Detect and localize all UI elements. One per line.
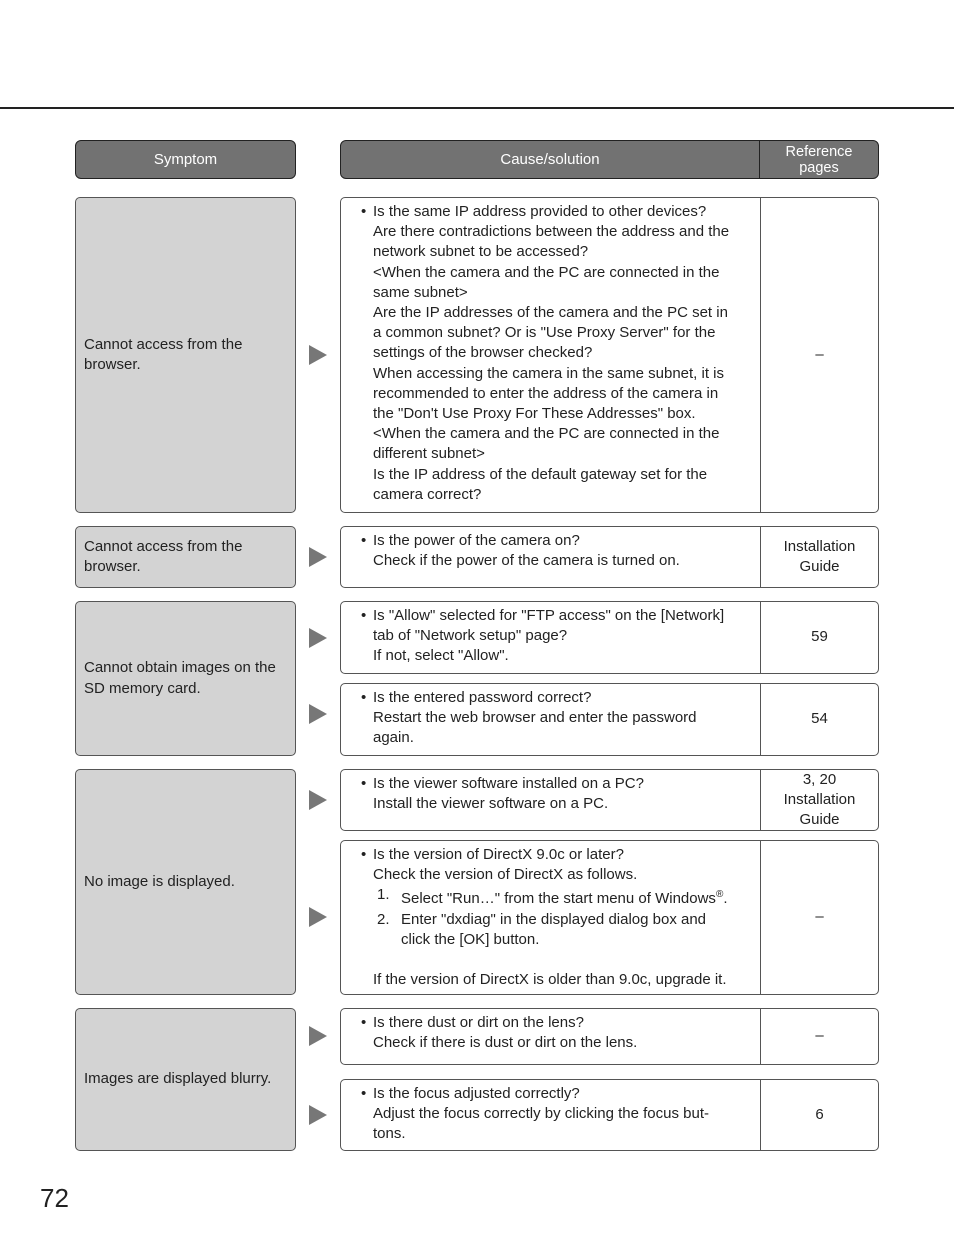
cause-cell — [340, 769, 879, 831]
header-reference-line1: Reference — [785, 143, 853, 160]
cause-cell — [340, 683, 879, 756]
reference-text: Installation — [783, 790, 856, 808]
cause-text — [341, 770, 761, 830]
arrow-icon — [309, 628, 327, 648]
arrow-icon — [309, 1105, 327, 1125]
bullet: • — [361, 1014, 367, 1031]
symptom-text: Cannot obtain images on the SD memory card. — [84, 659, 276, 697]
cause-line: Are the IP addresses of the camera and the PC set in — [373, 304, 728, 322]
symptom-cell — [75, 1008, 296, 1151]
step-number: 2. — [377, 910, 390, 928]
cause-text — [341, 1080, 761, 1150]
cause-cell — [340, 197, 879, 513]
cause-line: Are there contradictions between the address and the — [373, 223, 730, 241]
cause-line: Check if there is dust or dirt on the lens. — [373, 1034, 638, 1052]
step-text-main: Select "Run…" from the start menu of Windows — [401, 890, 716, 908]
cause-text — [341, 841, 761, 994]
cause-text — [341, 527, 761, 587]
cause-line: When accessing the camera in the same subnet, it is — [373, 364, 725, 382]
arrow-icon — [309, 1026, 327, 1046]
cause-cell — [340, 601, 879, 674]
cause-cell — [340, 1008, 879, 1065]
reference-text: 59 — [811, 628, 828, 646]
cause-line: Is "Allow" selected for "FTP access" on the [Network] — [373, 607, 725, 624]
header-cause-label: Cause/solution — [341, 141, 760, 178]
arrow-icon — [309, 547, 327, 567]
cause-line: tab of "Network setup" page? — [373, 627, 568, 645]
cause-text — [341, 1009, 761, 1064]
reference-cell — [761, 770, 878, 830]
cause-line: different subnet> — [373, 445, 485, 463]
bullet: • — [361, 775, 367, 792]
bullet: • — [361, 846, 367, 863]
cause-line: network subnet to be accessed? — [373, 243, 589, 261]
step-number: 1. — [377, 886, 390, 904]
cause-line: a common subnet? Or is "Use Proxy Server" for the — [373, 324, 716, 342]
cause-line: If not, select "Allow". — [373, 647, 509, 665]
header-symptom: Symptom — [75, 140, 296, 179]
reference-text: 54 — [811, 710, 828, 728]
cause-line: the "Don't Use Proxy For These Addresses" box. — [373, 405, 696, 423]
reference-text: 3, 20 — [802, 770, 837, 788]
reference-text: – — [815, 345, 824, 363]
cause-line: <When the camera and the PC are connected in the — [373, 263, 720, 281]
cause-line: Adjust the focus correctly by clicking the focus but- — [373, 1105, 709, 1123]
registered-mark: ® — [715, 889, 724, 901]
bullet: • — [361, 607, 367, 624]
cause-cell — [340, 840, 879, 995]
bullet: • — [361, 689, 367, 706]
cause-text — [341, 684, 761, 755]
arrow-icon — [309, 345, 327, 365]
reference-cell — [761, 1080, 878, 1150]
cause-line: Check the version of DirectX as follows. — [373, 866, 638, 884]
page-number: 72 — [40, 1183, 69, 1213]
cause-line: Is the power of the camera on? — [373, 532, 580, 549]
reference-text: 6 — [815, 1105, 824, 1123]
cause-line: Is the same IP address provided to other devices? — [373, 203, 707, 220]
symptom-cell — [75, 769, 296, 995]
top-rule — [0, 107, 954, 109]
reference-cell — [761, 602, 878, 673]
cause-line: Is the viewer software installed on a PC? — [373, 775, 644, 792]
arrow-icon — [309, 907, 327, 927]
cause-line: settings of the browser checked? — [373, 344, 593, 362]
reference-text: Installation — [783, 537, 856, 555]
cause-text — [341, 602, 761, 673]
symptom-cell — [75, 526, 296, 588]
reference-cell — [761, 1009, 878, 1064]
cause-line: Is there dust or dirt on the lens? — [373, 1014, 584, 1031]
reference-cell — [761, 198, 878, 512]
bullet: • — [361, 532, 367, 549]
reference-cell — [761, 841, 878, 994]
reference-text: – — [815, 1027, 824, 1045]
cause-cell — [340, 526, 879, 588]
cause-line: recommended to enter the address of the camera in — [373, 384, 719, 402]
cause-line: Check if the power of the camera is turned on. — [373, 552, 680, 570]
cause-text — [341, 198, 761, 512]
cause-line: same subnet> — [373, 283, 468, 301]
cause-line: Is the version of DirectX 9.0c or later? — [373, 846, 624, 863]
reference-text: Guide — [799, 811, 840, 829]
symptom-text: Cannot access from the browser. — [84, 537, 243, 575]
cause-line: Is the entered password correct? — [373, 689, 592, 706]
step-text: click the [OK] button. — [401, 930, 540, 948]
cause-line: Is the IP address of the default gateway set for the — [373, 465, 708, 483]
reference-cell — [761, 527, 878, 587]
symptom-text: Cannot access from the browser. — [84, 335, 243, 373]
cause-line: tons. — [373, 1125, 406, 1143]
arrow-icon — [309, 704, 327, 724]
step-text — [401, 885, 727, 909]
symptom-cell — [75, 197, 296, 513]
reference-cell — [761, 684, 878, 755]
step-text-end: . — [723, 890, 728, 908]
reference-text: Guide — [799, 558, 840, 575]
reference-text: – — [815, 908, 824, 926]
cause-line: again. — [373, 729, 414, 747]
bullet: • — [361, 1085, 367, 1102]
header-cause-solution — [340, 140, 879, 179]
cause-line: Restart the web browser and enter the password — [373, 709, 697, 727]
cause-line: <When the camera and the PC are connected in the — [373, 425, 720, 443]
cause-line: Is the focus adjusted correctly? — [373, 1085, 580, 1102]
bullet: • — [361, 203, 367, 220]
symptom-cell — [75, 601, 296, 756]
step-text: Enter "dxdiag" in the displayed dialog box and — [401, 910, 707, 928]
header-reference-pages — [760, 141, 878, 178]
cause-line: camera correct? — [373, 485, 482, 503]
cause-line: Install the viewer software on a PC. — [373, 795, 609, 813]
arrow-icon — [309, 790, 327, 810]
symptom-text: Images are displayed blurry. — [84, 1070, 272, 1088]
cause-line: If the version of DirectX is older than 9.0c, upgrade it. — [373, 971, 727, 989]
symptom-text: No image is displayed. — [84, 872, 235, 890]
header-reference-line2: pages — [799, 159, 839, 176]
cause-cell — [340, 1079, 879, 1151]
